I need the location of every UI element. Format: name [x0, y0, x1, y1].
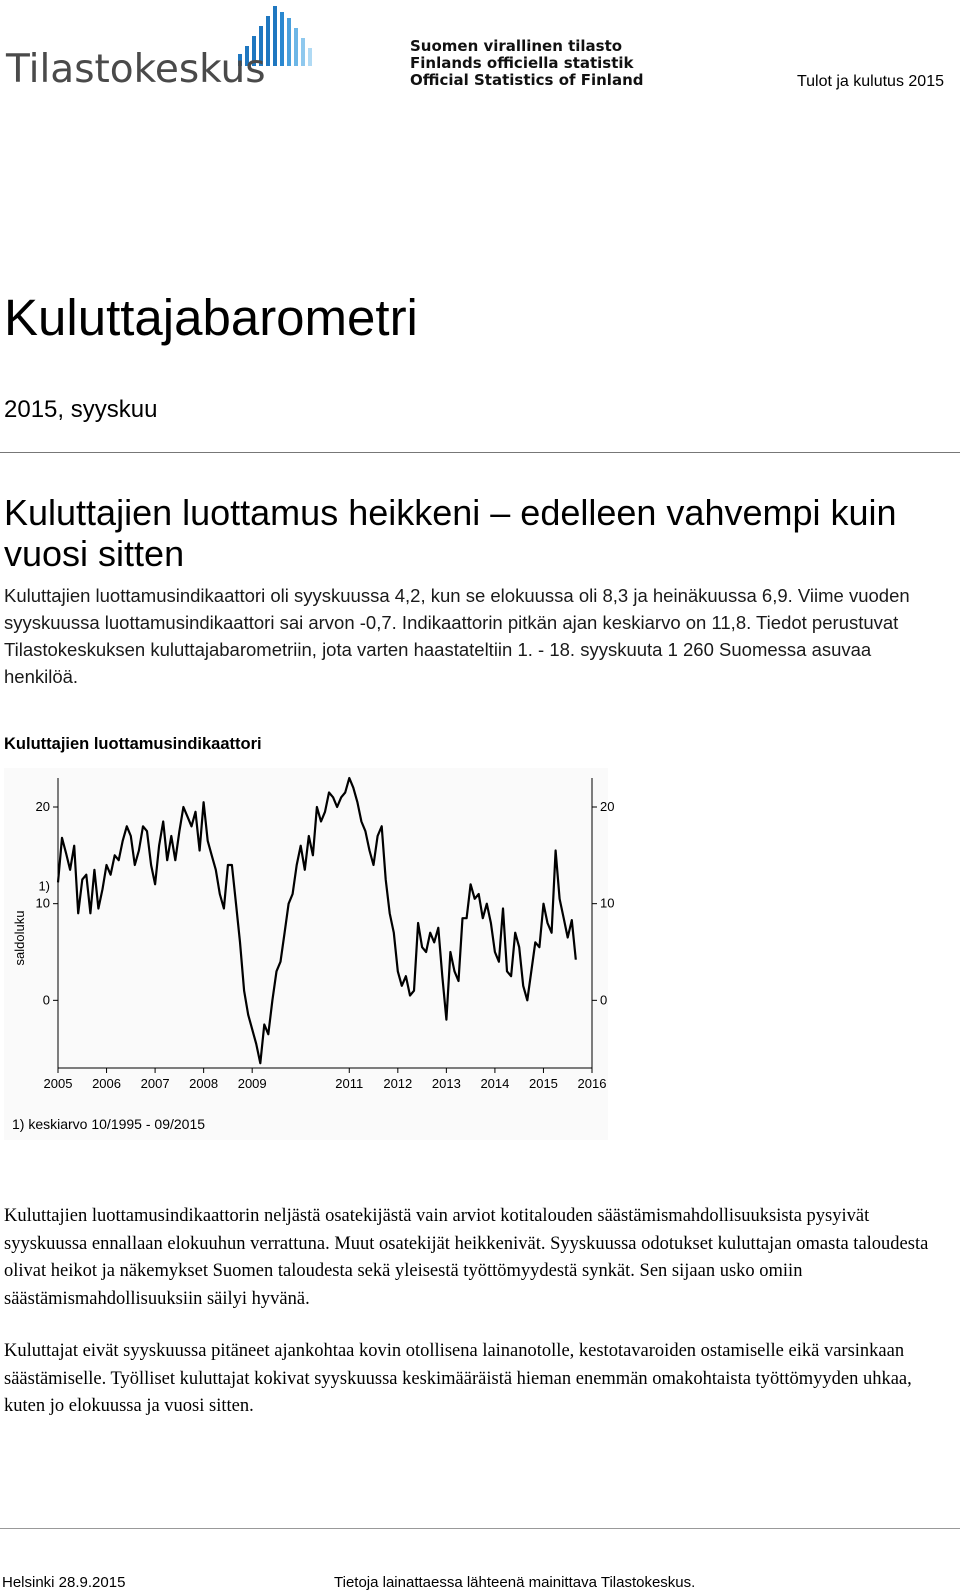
body-paragraph-2: Kuluttajat eivät syyskuussa pitäneet ajankohtaa kovin otollisena lainanotolle, kestotavaroiden ostamiselle eikä varsinkaan säästämiselle. Työlliset kuluttajat kokivat syyskuussa keskimääräistä hieman enemmän omakohtaista työttömyyden uhkaa, kuten jo elokuussa ja vuosi sitten. [4, 1341, 912, 1416]
logo [4, 4, 334, 94]
page-title: Kuluttajabarometri [4, 289, 418, 346]
x-tick-label: 2009 [237, 1076, 267, 1091]
y-tick-label-left: 20 [35, 799, 50, 814]
official-line-en: Official Statistics of Finland [410, 71, 644, 89]
headline: Kuluttajien luottamus heikkeni – edelleen vahvempi kuin vuosi sitten [4, 492, 897, 574]
divider [0, 452, 960, 453]
confidence-series-line [58, 778, 576, 1063]
body-paragraph-1: Kuluttajien luottamusindikaattorin neljästä osatekijästä vain arviot kotitalouden säästämismahdollisuuksista pysyivät syyskuussa ennallaan elokuuhun verrattuna. Muut osatekijät heikkenivät. Syyskuussa odotukset kuluttajan omasta taloudesta olivat heikot ja näkemykset Suomen taloudesta sekä yleisestä työttömyydestä synkät. Sen sijaan usko omiin säästämismahdollisuuksiin säilyi hyvänä. [4, 1206, 929, 1309]
x-tick-label: 2011 [335, 1076, 364, 1091]
chart-footnote: 1) keskiarvo 10/1995 - 09/2015 [12, 1116, 206, 1132]
x-tick-label: 2005 [43, 1076, 73, 1091]
x-tick-label: 2014 [480, 1076, 510, 1091]
y-tick-label-left: 10 [35, 895, 50, 911]
footer-divider [0, 1528, 960, 1529]
x-tick-label: 2008 [189, 1076, 219, 1091]
publication-label: Tulot ja kulutus 2015 [796, 73, 944, 90]
y-tick-label-right: 20 [600, 799, 615, 814]
y-tick-label-right: 10 [600, 895, 615, 911]
footer-location-date: Helsinki 28.9.2015 [2, 1574, 126, 1591]
official-line-fi: Suomen virallinen tilasto [410, 37, 623, 55]
y-tick-label-left: 0 [42, 992, 50, 1008]
chart-panel [4, 768, 615, 1140]
x-tick-label: 2013 [431, 1076, 461, 1091]
x-tick-label: 2015 [528, 1076, 558, 1091]
chart-title: Kuluttajien luottamusindikaattori [4, 735, 262, 753]
consumer-confidence-chart [4, 768, 615, 1140]
logo-text: Tilastokeskus [6, 47, 266, 92]
x-tick-label: 2006 [92, 1076, 122, 1091]
lead-paragraph: Kuluttajien luottamusindikaattori oli syyskuussa 4,2, kun se elokuussa oli 8,3 ja heinäkuussa 6,9. Viime vuoden syyskuussa luottamusindikaattori sai arvon -0,7. Indikaattorin pitkän ajan keskiarvo on 11,8. Tiedot perustuvat Tilastokeskuksen kuluttajabarometriin, jota varten haastateltiin 1. - 18. syyskuuta 1 260 Suomessa asuvaa henkilöä. [4, 585, 910, 687]
official-statistics-label [410, 38, 644, 89]
official-line-sv: Finlands officiella statistik [410, 54, 634, 72]
x-tick-label: 2016 [577, 1076, 607, 1091]
y-axis-label: saldoluku [12, 910, 27, 966]
x-tick-label: 2012 [383, 1076, 413, 1091]
mean-footnote-marker: 1) [38, 878, 50, 894]
footer-citation-note: Tietoja lainattaessa lähteenä mainittava Tilastokeskus. [334, 1574, 696, 1591]
y-tick-label-right: 0 [600, 992, 608, 1008]
x-tick-label: 2007 [140, 1076, 170, 1091]
publication-date: 2015, syyskuu [4, 396, 158, 423]
